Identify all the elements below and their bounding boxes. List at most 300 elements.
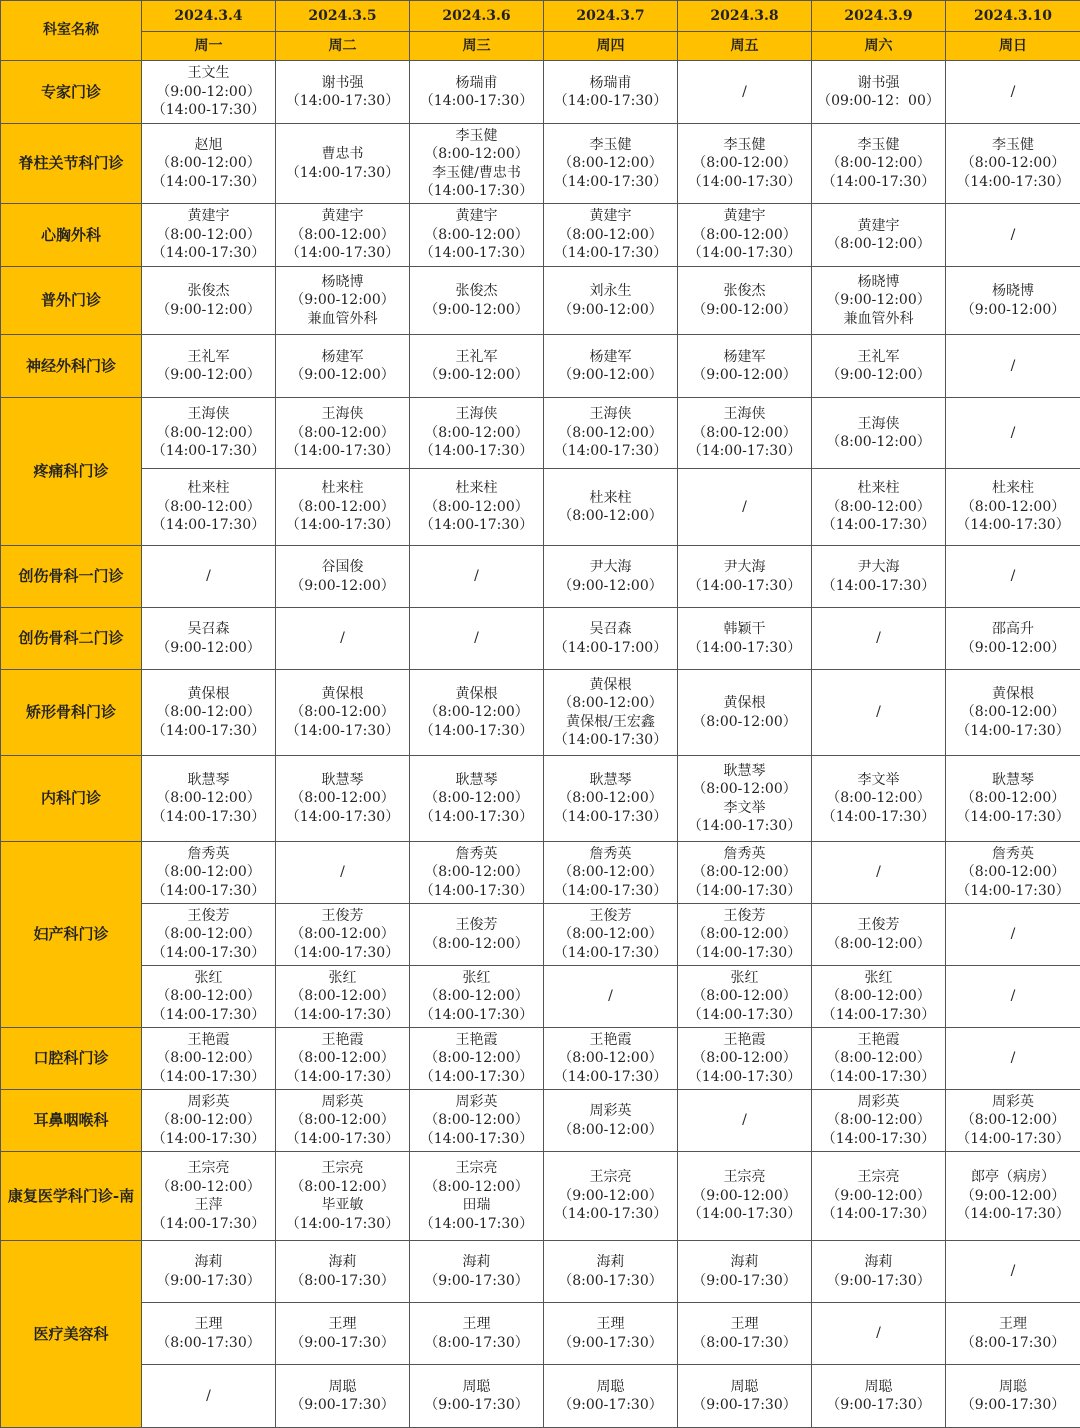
schedule-line: 杨建军 [544,348,677,367]
schedule-line: （14:00-17:30） [142,808,275,827]
schedule-line: 海莉 [410,1253,543,1272]
schedule-line: （8:00-12:00） [142,1049,275,1068]
schedule-line: （8:00-12:00） [410,1178,543,1197]
schedule-row [1,1365,1080,1428]
no-clinic-mark: / [276,863,409,882]
no-clinic-mark: / [946,83,1080,102]
schedule-cell [812,398,946,469]
schedule-line: 杜来柱 [812,479,945,498]
department-name: 神经外科门诊 [1,335,142,398]
schedule-cell [276,1241,410,1303]
schedule-line: 黄保根 [544,676,677,695]
schedule-line: （14:00-17:30） [812,1205,945,1224]
schedule-line: （8:00-12:00） [946,154,1080,173]
schedule-line: （8:00-12:00） [946,863,1080,882]
schedule-line: （8:00-12:00） [276,703,409,722]
schedule-line: （14:00-17:30） [410,442,543,461]
schedule-line: （14:00-17:30） [678,442,811,461]
schedule-cell [276,1028,410,1090]
schedule-cell [142,398,276,469]
schedule-line: （8:00-12:00） [544,1121,677,1140]
schedule-cell [410,842,544,904]
schedule-cell [812,335,946,398]
schedule-line: 毕亚敏 [276,1196,409,1215]
schedule-cell [678,124,812,204]
schedule-line: （9:00-17:30） [812,1272,945,1291]
schedule-line: （9:00-17:30） [410,1396,543,1415]
schedule-cell [276,842,410,904]
schedule-line: （8:00-12:00） [142,154,275,173]
schedule-cell [946,904,1080,966]
schedule-cell [946,842,1080,904]
schedule-cell [410,608,544,670]
schedule-cell [678,1303,812,1365]
dept-column-header: 科室名称 [1,1,142,61]
schedule-cell [276,1303,410,1365]
schedule-cell [544,670,678,756]
schedule-cell [276,204,410,267]
schedule-line: （14:00-17:30） [142,882,275,901]
schedule-cell [544,1241,678,1303]
schedule-cell [678,398,812,469]
weekday-header: 周六 [812,32,946,61]
schedule-cell [544,1365,678,1428]
schedule-cell [946,1028,1080,1090]
schedule-line: （14:00-17:30） [946,516,1080,535]
schedule-line: （14:00-17:30） [410,244,543,263]
schedule-line: 杨瑞甫 [544,74,677,93]
schedule-line: （8:00-12:00） [410,987,543,1006]
schedule-cell [142,1028,276,1090]
schedule-line: （8:00-12:00） [142,789,275,808]
schedule-line: 周聪 [678,1378,811,1397]
schedule-cell [678,469,812,546]
schedule-cell [946,398,1080,469]
department-name: 创伤骨科一门诊 [1,546,142,608]
schedule-line: 詹秀英 [142,845,275,864]
schedule-line: （9:00-12:00） [678,366,811,385]
schedule-cell [142,1365,276,1428]
schedule-line: （14:00-17:30） [276,442,409,461]
schedule-cell [410,335,544,398]
schedule-line: 黄建宇 [142,207,275,226]
schedule-line: （14:00-17:30） [410,722,543,741]
no-clinic-mark: / [946,567,1080,586]
schedule-cell [812,966,946,1028]
department-name: 内科门诊 [1,756,142,842]
schedule-line: 黄建宇 [410,207,543,226]
schedule-cell [544,1028,678,1090]
schedule-cell [812,124,946,204]
schedule-line: （8:00-12:00） [410,1049,543,1068]
schedule-line: （14:00-17:30） [946,722,1080,741]
schedule-line: 王艳霞 [410,1031,543,1050]
schedule-line: （8:00-12:00） [276,498,409,517]
schedule-cell [142,267,276,335]
schedule-line: （8:00-12:00） [142,863,275,882]
schedule-line: （8:00-12:00） [142,498,275,517]
schedule-cell [142,756,276,842]
schedule-line: （14:00-17:30） [410,1006,543,1025]
weekday-header: 周五 [678,32,812,61]
schedule-cell [544,469,678,546]
schedule-line: 耿慧琴 [276,771,409,790]
schedule-line: （8:00-12:00） [812,789,945,808]
schedule-line: （9:00-17:30） [276,1334,409,1353]
schedule-line: （8:00-12:00） [276,226,409,245]
schedule-line: 王礼军 [812,348,945,367]
schedule-line: （9:00-12:00） [276,291,409,310]
schedule-line: 杨晓博 [812,273,945,292]
schedule-line: （8:00-12:00） [142,1111,275,1130]
schedule-cell [410,1152,544,1241]
schedule-line: （8:00-12:00） [276,925,409,944]
no-clinic-mark: / [410,567,543,586]
schedule-line: 王海侠 [544,405,677,424]
no-clinic-mark: / [812,629,945,648]
schedule-line: 周聪 [812,1378,945,1397]
schedule-line: 刘永生 [544,282,677,301]
schedule-line: 张红 [142,969,275,988]
schedule-line: （8:00-12:00） [276,987,409,1006]
schedule-line: （8:00-12:00） [678,713,811,732]
schedule-line: 张俊杰 [678,282,811,301]
schedule-cell [410,756,544,842]
no-clinic-mark: / [678,498,811,517]
schedule-row [1,670,1080,756]
department-name: 矫形骨科门诊 [1,670,142,756]
schedule-cell [276,398,410,469]
schedule-line: （9:00-17:30） [142,1272,275,1291]
schedule-line: （14:00-17:30） [946,173,1080,192]
schedule-line: 谷国俊 [276,558,409,577]
schedule-line: 耿慧琴 [410,771,543,790]
schedule-cell [946,966,1080,1028]
department-name: 口腔科门诊 [1,1028,142,1090]
schedule-cell [410,1241,544,1303]
schedule-line: （14:00-17:30） [812,173,945,192]
schedule-line: （8:00-12:00） [410,863,543,882]
schedule-row [1,1090,1080,1152]
schedule-line: 王俊芳 [276,907,409,926]
schedule-cell [544,61,678,124]
schedule-line: （14:00-17:30） [142,244,275,263]
schedule-line: 黄保根/王宏鑫 [544,713,677,732]
schedule-line: （09:00-12：00） [812,92,945,111]
schedule-cell [410,1303,544,1365]
schedule-cell [544,124,678,204]
schedule-line: （9:00-12:00） [812,291,945,310]
schedule-line: 王艳霞 [142,1031,275,1050]
schedule-line: （14:00-17:30） [946,882,1080,901]
schedule-line: （14:00-17:30） [410,882,543,901]
schedule-cell [678,608,812,670]
schedule-cell [276,904,410,966]
schedule-cell [946,1152,1080,1241]
schedule-cell [812,1090,946,1152]
department-name: 普外门诊 [1,267,142,335]
schedule-line: （14:00-17:30） [276,722,409,741]
schedule-line: （9:00-12:00） [544,366,677,385]
schedule-cell [276,1090,410,1152]
schedule-line: （8:00-12:00） [678,863,811,882]
schedule-line: （14:00-17:30） [544,731,677,750]
schedule-line: 尹大海 [544,558,677,577]
schedule-line: （9:00-12:00） [142,83,275,102]
schedule-line: （9:00-12:00） [678,301,811,320]
department-name: 康复医学科门诊-南 [1,1152,142,1241]
schedule-line: （14:00-17:30） [276,1068,409,1087]
schedule-cell [142,966,276,1028]
schedule-line: （9:00-12:00） [142,301,275,320]
schedule-line: （9:00-17:30） [544,1334,677,1353]
schedule-line: 周聪 [544,1378,677,1397]
schedule-line: （8:00-12:00） [946,703,1080,722]
schedule-line: （14:00-17:30） [544,882,677,901]
schedule-cell [410,124,544,204]
schedule-line: （9:00-17:30） [678,1396,811,1415]
schedule-line: 詹秀英 [410,845,543,864]
schedule-line: （14:00-17:30） [276,944,409,963]
schedule-line: 海莉 [142,1253,275,1272]
schedule-line: （14:00-17:30） [678,173,811,192]
schedule-cell [142,1303,276,1365]
schedule-line: 杨建军 [276,348,409,367]
schedule-cell [410,1365,544,1428]
schedule-line: （14:00-17:30） [276,808,409,827]
schedule-line: 黄建宇 [812,217,945,236]
schedule-line: （14:00-17:30） [410,1215,543,1234]
schedule-cell [946,756,1080,842]
schedule-line: 李文举 [812,771,945,790]
schedule-cell [410,469,544,546]
schedule-cell [946,469,1080,546]
schedule-line: 杨瑞甫 [410,74,543,93]
schedule-line: 田瑞 [410,1196,543,1215]
schedule-cell [142,608,276,670]
schedule-line: 周彩英 [544,1102,677,1121]
schedule-line: 周彩英 [276,1093,409,1112]
schedule-cell [946,335,1080,398]
schedule-line: 王理 [946,1315,1080,1334]
schedule-line: 黄建宇 [544,207,677,226]
department-name: 脊柱关节科门诊 [1,124,142,204]
no-clinic-mark: / [946,424,1080,443]
schedule-cell [946,670,1080,756]
schedule-cell [544,267,678,335]
schedule-line: （9:00-17:30） [276,1396,409,1415]
schedule-cell [678,546,812,608]
schedule-cell [142,335,276,398]
schedule-line: 王俊芳 [142,907,275,926]
date-header: 2024.3.10 [946,1,1080,32]
schedule-cell [812,469,946,546]
schedule-cell [678,267,812,335]
schedule-line: （14:00-17:30） [410,92,543,111]
no-clinic-mark: / [946,1049,1080,1068]
schedule-cell [410,1090,544,1152]
schedule-line: （14:00-17:00） [544,639,677,658]
schedule-line: 谢书强 [812,74,945,93]
schedule-line: （8:00-12:00） [544,154,677,173]
schedule-line: （9:00-12:00） [544,577,677,596]
schedule-cell [276,608,410,670]
schedule-line: 张红 [812,969,945,988]
schedule-line: 兼血管外科 [812,310,945,329]
schedule-line: （14:00-17:30） [812,808,945,827]
schedule-cell [544,546,678,608]
schedule-line: （9:00-12:00） [276,366,409,385]
schedule-line: （14:00-17:30） [142,516,275,535]
schedule-line: （14:00-17:30） [276,164,409,183]
header-weekday-row [1,32,1080,61]
schedule-line: 吴召森 [142,620,275,639]
schedule-line: （8:00-12:00） [678,1049,811,1068]
schedule-row [1,966,1080,1028]
schedule-line: 王文生 [142,64,275,83]
schedule-line: （8:00-17:30） [544,1272,677,1291]
schedule-line: （14:00-17:30） [142,1215,275,1234]
schedule-cell [544,1303,678,1365]
schedule-line: 李玉健 [410,127,543,146]
schedule-cell [678,842,812,904]
schedule-line: （9:00-12:00） [946,639,1080,658]
schedule-cell [544,1090,678,1152]
schedule-cell [276,670,410,756]
schedule-line: （8:00-12:00） [678,154,811,173]
schedule-line: 邵高升 [946,620,1080,639]
schedule-line: 王俊芳 [812,916,945,935]
no-clinic-mark: / [142,1387,275,1406]
schedule-line: （14:00-17:30） [544,944,677,963]
schedule-line: 杨晓博 [946,282,1080,301]
schedule-row [1,61,1080,124]
schedule-line: （14:00-17:30） [142,173,275,192]
schedule-line: 王理 [410,1315,543,1334]
schedule-line: 王理 [544,1315,677,1334]
schedule-cell [142,1152,276,1241]
schedule-line: （14:00-17:30） [678,944,811,963]
schedule-line: （9:00-17:30） [544,1396,677,1415]
schedule-cell [142,1241,276,1303]
department-name: 耳鼻咽喉科 [1,1090,142,1152]
schedule-cell [410,1028,544,1090]
schedule-line: （9:00-17:30） [678,1272,811,1291]
schedule-line: （8:00-12:00） [812,935,945,954]
schedule-line: （8:00-12:00） [410,789,543,808]
schedule-cell [678,904,812,966]
schedule-row [1,756,1080,842]
schedule-line: （14:00-17:30） [142,944,275,963]
schedule-line: （14:00-17:30） [410,1068,543,1087]
schedule-line: （8:00-12:00） [812,987,945,1006]
schedule-line: 郎亭（病房） [946,1168,1080,1187]
schedule-line: 耿慧琴 [678,762,811,781]
schedule-line: 黄保根 [946,685,1080,704]
schedule-line: 张红 [678,969,811,988]
schedule-line: 尹大海 [812,558,945,577]
schedule-line: （14:00-17:30） [276,1215,409,1234]
schedule-line: 杜来柱 [946,479,1080,498]
schedule-line: （8:00-12:00） [142,1178,275,1197]
schedule-cell [812,546,946,608]
schedule-row [1,267,1080,335]
schedule-line: （9:00-12:00） [678,1187,811,1206]
schedule-cell [276,335,410,398]
schedule-line: 王俊芳 [544,907,677,926]
schedule-line: 韩颖干 [678,620,811,639]
schedule-line: （14:00-17:30） [142,101,275,120]
schedule-cell [276,966,410,1028]
schedule-cell [410,61,544,124]
schedule-line: 王宗亮 [410,1159,543,1178]
schedule-row [1,608,1080,670]
schedule-line: 李玉健 [544,136,677,155]
schedule-line: 王宗亮 [276,1159,409,1178]
schedule-line: 王理 [142,1315,275,1334]
schedule-cell [142,1090,276,1152]
weekday-header: 周三 [410,32,544,61]
schedule-line: （9:00-17:30） [812,1396,945,1415]
schedule-line: 王海侠 [678,405,811,424]
schedule-line: （8:00-12:00） [812,1049,945,1068]
schedule-line: （8:00-12:00） [276,1049,409,1068]
schedule-cell [142,546,276,608]
schedule-line: 王海侠 [142,405,275,424]
schedule-row [1,335,1080,398]
schedule-line: （14:00-17:30） [410,182,543,201]
schedule-line: （8:00-12:00） [142,424,275,443]
schedule-line: （14:00-17:30） [142,1130,275,1149]
schedule-line: （8:00-17:30） [410,1334,543,1353]
schedule-cell [678,204,812,267]
schedule-line: 海莉 [544,1253,677,1272]
schedule-line: （14:00-17:30） [142,442,275,461]
schedule-cell [678,1090,812,1152]
schedule-cell [946,124,1080,204]
schedule-cell [142,904,276,966]
schedule-line: （14:00-17:30） [276,516,409,535]
schedule-cell [812,1241,946,1303]
schedule-line: 耿慧琴 [544,771,677,790]
schedule-cell [678,966,812,1028]
schedule-cell [410,398,544,469]
schedule-row [1,469,1080,546]
schedule-cell [678,1028,812,1090]
schedule-line: （8:00-12:00） [946,789,1080,808]
schedule-line: 海莉 [678,1253,811,1272]
schedule-line: 尹大海 [678,558,811,577]
schedule-line: （8:00-12:00） [410,145,543,164]
schedule-line: 杨晓博 [276,273,409,292]
schedule-line: （8:00-12:00） [410,226,543,245]
schedule-line: 王理 [276,1315,409,1334]
schedule-cell [678,335,812,398]
schedule-line: 王俊芳 [410,916,543,935]
no-clinic-mark: / [812,1324,945,1343]
schedule-line: （8:00-12:00） [142,226,275,245]
schedule-line: （8:00-12:00） [946,498,1080,517]
schedule-line: （8:00-12:00） [410,703,543,722]
schedule-line: （9:00-12:00） [544,301,677,320]
schedule-cell [812,904,946,966]
schedule-line: （8:00-12:00） [544,863,677,882]
schedule-line: （14:00-17:30） [678,1006,811,1025]
schedule-line: （8:00-12:00） [678,226,811,245]
schedule-line: 周聪 [946,1378,1080,1397]
schedule-line: 周彩英 [812,1093,945,1112]
schedule-line: （8:00-12:00） [142,987,275,1006]
